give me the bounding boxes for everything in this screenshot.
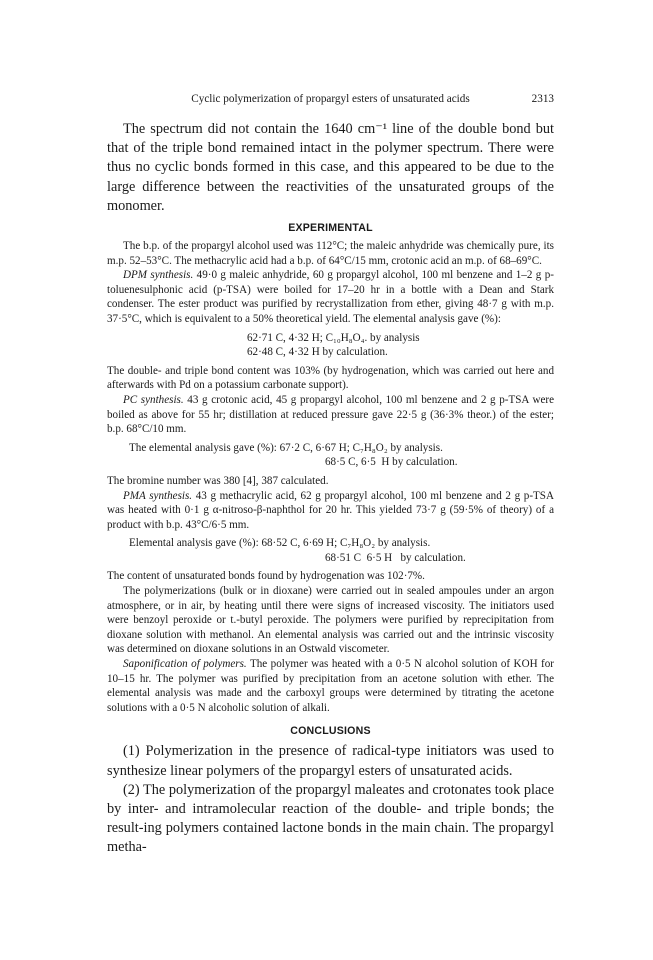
paragraph-dpm-synthesis bbox=[107, 268, 554, 326]
pc-label: PC synthesis. bbox=[123, 393, 184, 406]
section-heading-conclusions: CONCLUSIONS bbox=[290, 725, 371, 738]
paragraph-pc-synthesis bbox=[107, 393, 554, 437]
paragraph-pma-synthesis bbox=[107, 489, 554, 533]
paragraph-saponification bbox=[107, 657, 554, 715]
body-text bbox=[107, 120, 554, 858]
conclusion-2: (2) The polymerization of the propargyl maleates and crotonates took place by inter- and intramolecular reaction of the double- and triple bonds; the result-ing polymers contained lactone bonds in the main chain. The propargyl metha- bbox=[107, 781, 554, 856]
pc-analysis-found: The elemental analysis gave (%): 67·2 C, 6·67 H; C₇H₈O₂ by analysis. bbox=[129, 441, 443, 454]
pc-text: 43 g crotonic acid, 45 g propargyl alcohol, 100 ml benzene and 2 g p-TSA were boiled as above for 55 hr; distillation at reduced pressure gave 22·5 g (36·3% theor.) of the ester; b.p. 68°C/10 mm. bbox=[107, 393, 554, 436]
pc-analysis-calc: 68·5 C, 6·5 H by calculation. bbox=[325, 456, 458, 469]
pma-analysis-calc: 68·51 C 6·5 H by calculation. bbox=[325, 551, 466, 564]
section-heading-experimental: EXPERIMENTAL bbox=[288, 222, 373, 235]
paragraph-bromine: The bromine number was 380 [4], 387 calculated. bbox=[107, 474, 329, 487]
paragraph-unsaturated-content: The content of unsaturated bonds found by hydrogenation was 102·7%. bbox=[107, 570, 425, 583]
pma-label: PMA synthesis. bbox=[123, 489, 193, 502]
page-number: 2313 bbox=[531, 93, 554, 105]
paragraph-polymerization: The polymerizations (bulk or in dioxane) were carried out in sealed ampoules under an argon atmosphere, or in air, by heating until there were signs of increased viscosity. The initiators used were benzoyl peroxide or t.-butyl peroxide. The polymers were purified by reprecipitation from dioxane solution with methanol. An elemental analysis was carried out and the intrinsic viscosity was determined on dioxane solutions in an Ostwald viscometer. bbox=[107, 585, 554, 656]
pma-analysis bbox=[107, 536, 554, 565]
intro-paragraph: The spectrum did not contain the 1640 cm⁻¹ line of the double bond but that of the triple bond remained intact in the polymer spectrum. There were thus no cyclic bonds formed in this case, and this appeared to be due to the large difference between the reactivities of the unsaturated groups of the monomer. bbox=[107, 121, 554, 214]
pma-analysis-found: Elemental analysis gave (%): 68·52 C, 6·69 H; C₇H₈O₂ by analysis. bbox=[129, 537, 431, 550]
paragraph-materials: The b.p. of the propargyl alcohol used was 112°C; the maleic anhydride was chemically pure, its m.p. 52–53°C. The methacrylic acid had a b.p. of 64°C/15 mm, crotonic acid an m.p. of 68–69°C. bbox=[107, 240, 554, 267]
conclusion-1: (1) Polymerization in the presence of radical-type initiators was used to synthesize linear polymers of the propargyl esters of unsaturated acids. bbox=[107, 743, 554, 779]
dpm-label: DPM synthesis. bbox=[123, 269, 194, 282]
dpm-text: 49·0 g maleic anhydride, 60 g propargyl alcohol, 100 ml benzene and 1–2 g p-toluenesulphonic acid (p-TSA) were boiled for 17–20 hr in a bottle with a Dean and Stark condenser. The ester product was purified by recrystallization from ether, giving 48·7 g with m.p. 37·5°C, which is equivalent to a 50% theoretical yield. The elemental analysis gave (%): bbox=[107, 269, 554, 325]
saponification-label: Saponification of polymers. bbox=[123, 658, 247, 671]
saponification-text: The polymer was heated with a 0·5 N alcohol solution of KOH for 10–15 hr. The polymer was purified by precipitation from an acetone solution with ether. The elemental analysis was made and the carboxyl groups were determined by titrating the acetone solutions with a 0·5 N alcoholic solution of alkali. bbox=[107, 658, 554, 714]
paragraph-hydrogenation: The double- and triple bond content was 103% (by hydrogenation, which was carried out here and afterwards with Pd on a potassium carbonate support). bbox=[107, 364, 554, 392]
dpm-analysis-found: 62·71 C, 4·32 H; C₁₀H₈O₄. by analysis bbox=[247, 331, 420, 344]
pc-analysis bbox=[107, 441, 554, 470]
dpm-analysis-calc: 62·48 C, 4·32 H by calculation. bbox=[247, 346, 388, 359]
running-title: Cyclic polymerization of propargyl esters of unsaturated acids bbox=[191, 93, 470, 105]
dpm-analysis bbox=[107, 331, 554, 360]
pma-text: 43 g methacrylic acid, 62 g propargyl alcohol, 100 ml benzene and 2 g p-TSA was heated with 0·1 g α-nitroso-β-naphthol for 20 hr. This yielded 73·7 g (59·5% of theory) of a product with b.p. 43°C/6·5 mm. bbox=[107, 489, 554, 531]
